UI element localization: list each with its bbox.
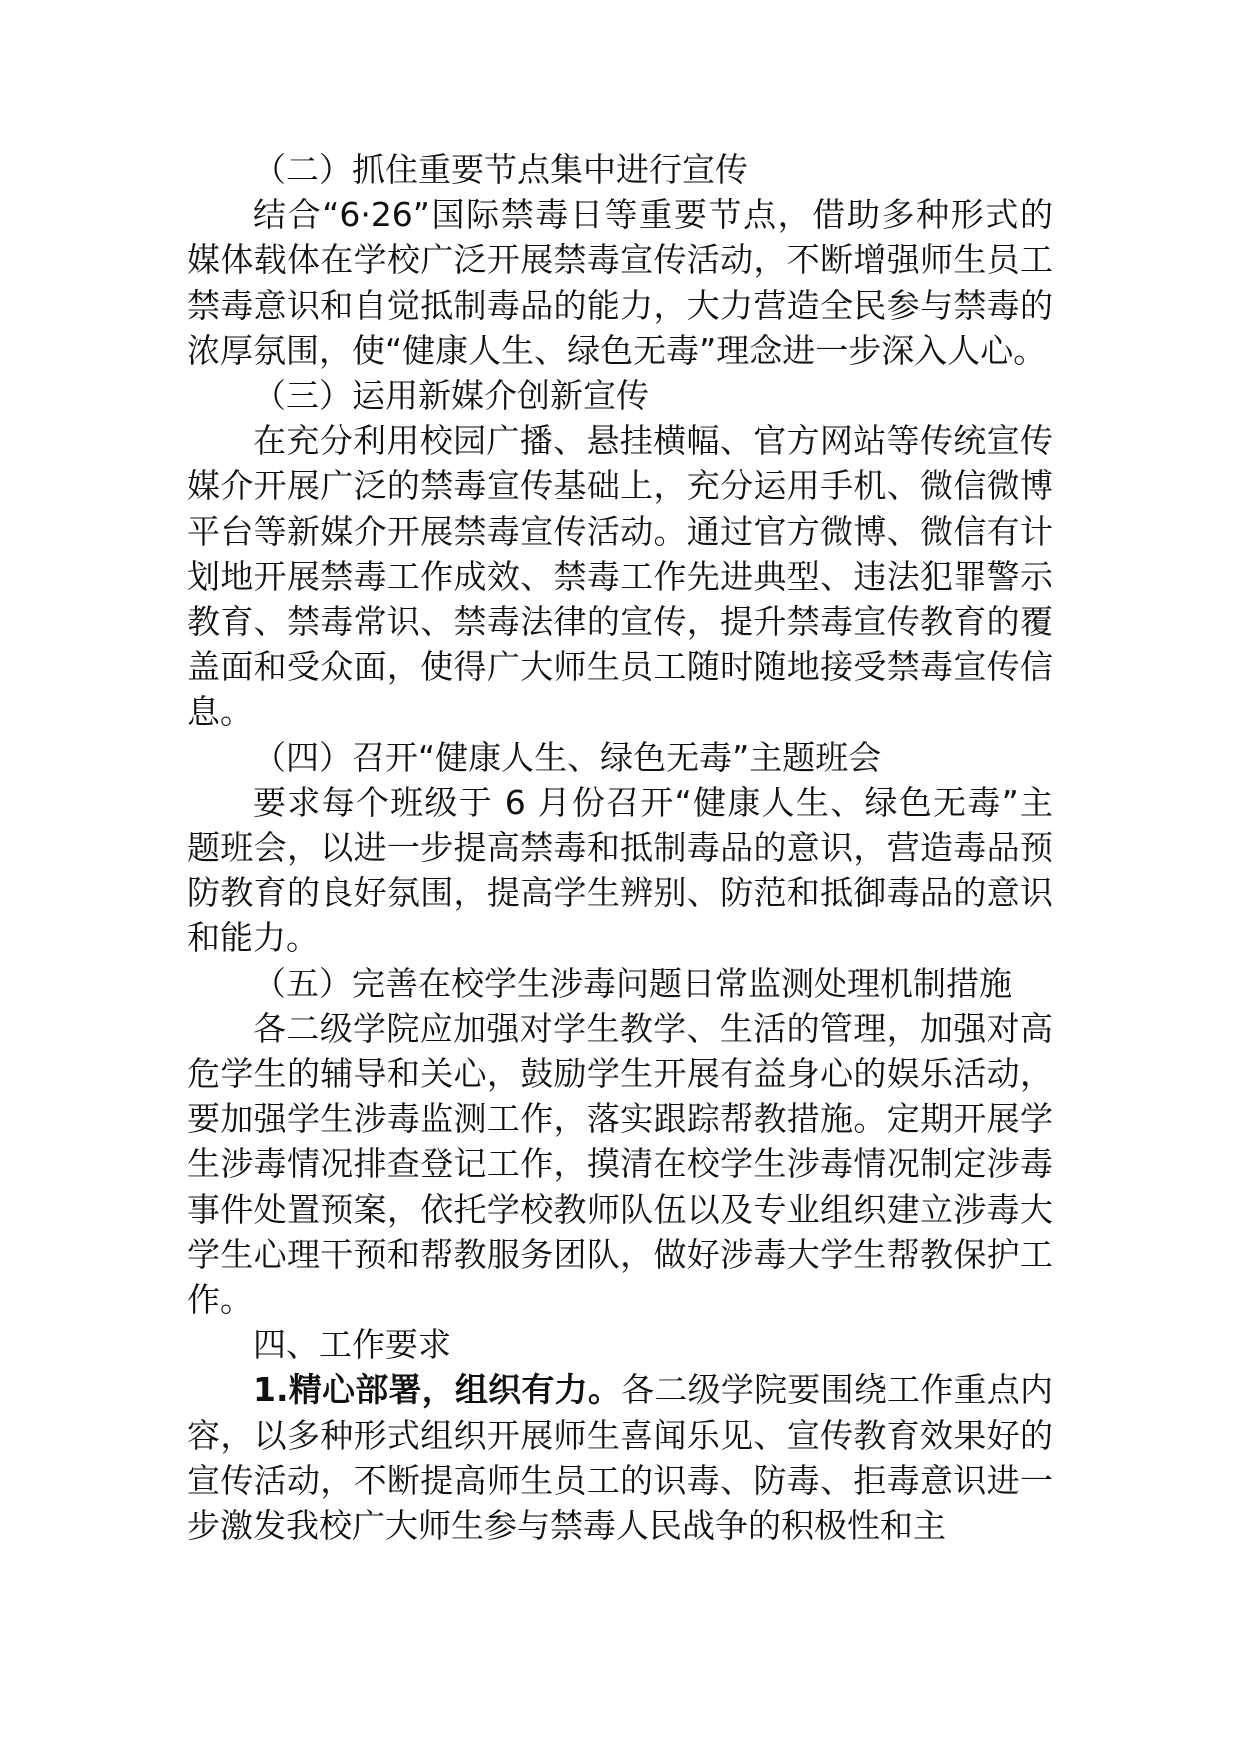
- requirement-item-1: [187, 1367, 1053, 1548]
- document-body: [187, 147, 1053, 1548]
- body-paragraph: 结合“6·26”国际禁毒日等重要节点，借助多种形式的媒体载体在学校广泛开展禁毒宣传活动，不断增强师生员工禁毒意识和自觉抵制毒品的能力，大力营造全民参与禁毒的浓厚氛围，使“健康人生、绿色无毒”理念进一步深入人心。: [187, 195, 1053, 370]
- body-paragraph: 各二级学院应加强对学生教学、生活的管理，加强对高危学生的辅导和关心，鼓励学生开展有益身心的娱乐活动，要加强学生涉毒监测工作，落实跟踪帮教措施。定期开展学生涉毒情况排查登记工作，摸清在校学生涉毒情况制定涉毒事件处置预案，依托学校教师队伍以及专业组织建立涉毒大学生心理干预和帮教服务团队，做好涉毒大学生帮教保护工作。: [187, 1008, 1053, 1320]
- section-heading: （四）召开“健康人生、绿色无毒”主题班会: [253, 737, 882, 777]
- section-heading: （三）运用新媒介创新宣传: [253, 376, 649, 416]
- chapter-heading: 四、工作要求: [253, 1325, 451, 1365]
- section-heading: （五）完善在校学生涉毒问题日常监测处理机制措施: [253, 963, 1012, 1003]
- body-paragraph: 要求每个班级于 6 月份召开“健康人生、绿色无毒”主题班会，以进一步提高禁毒和抵制毒品的意识，营造毒品预防教育的良好氛围，提高学生辨别、防范和抵御毒品的意识和能力。: [187, 782, 1053, 958]
- section-heading: （二）抓住重要节点集中进行宣传: [253, 150, 748, 189]
- requirement-item-1-text: 各二级学院要围绕工作重点内容，以多种形式组织开展师生喜闻乐见、宣传教育效果好的宣传活动，不断提高师生员工的识毒、防毒、拒毒意识进一步激发我校广大师生参与禁毒人民战争的积极性和主: [187, 1370, 1054, 1546]
- body-paragraph: 在充分利用校园广播、悬挂横幅、官方网站等传统宣传媒介开展广泛的禁毒宣传基础上，充分运用手机、微信微博平台等新媒介开展禁毒宣传活动。通过官方微博、微信有计划地开展禁毒工作成效、禁毒工作先进典型、违法犯罪警示教育、禁毒常识、禁毒法律的宣传，提升禁毒宣传教育的覆盖面和受众面，使得广大师生员工随时随地接受禁毒宣传信息。: [187, 421, 1053, 732]
- requirement-item-1-lead: 1.精心部署，组织有力。: [253, 1370, 622, 1410]
